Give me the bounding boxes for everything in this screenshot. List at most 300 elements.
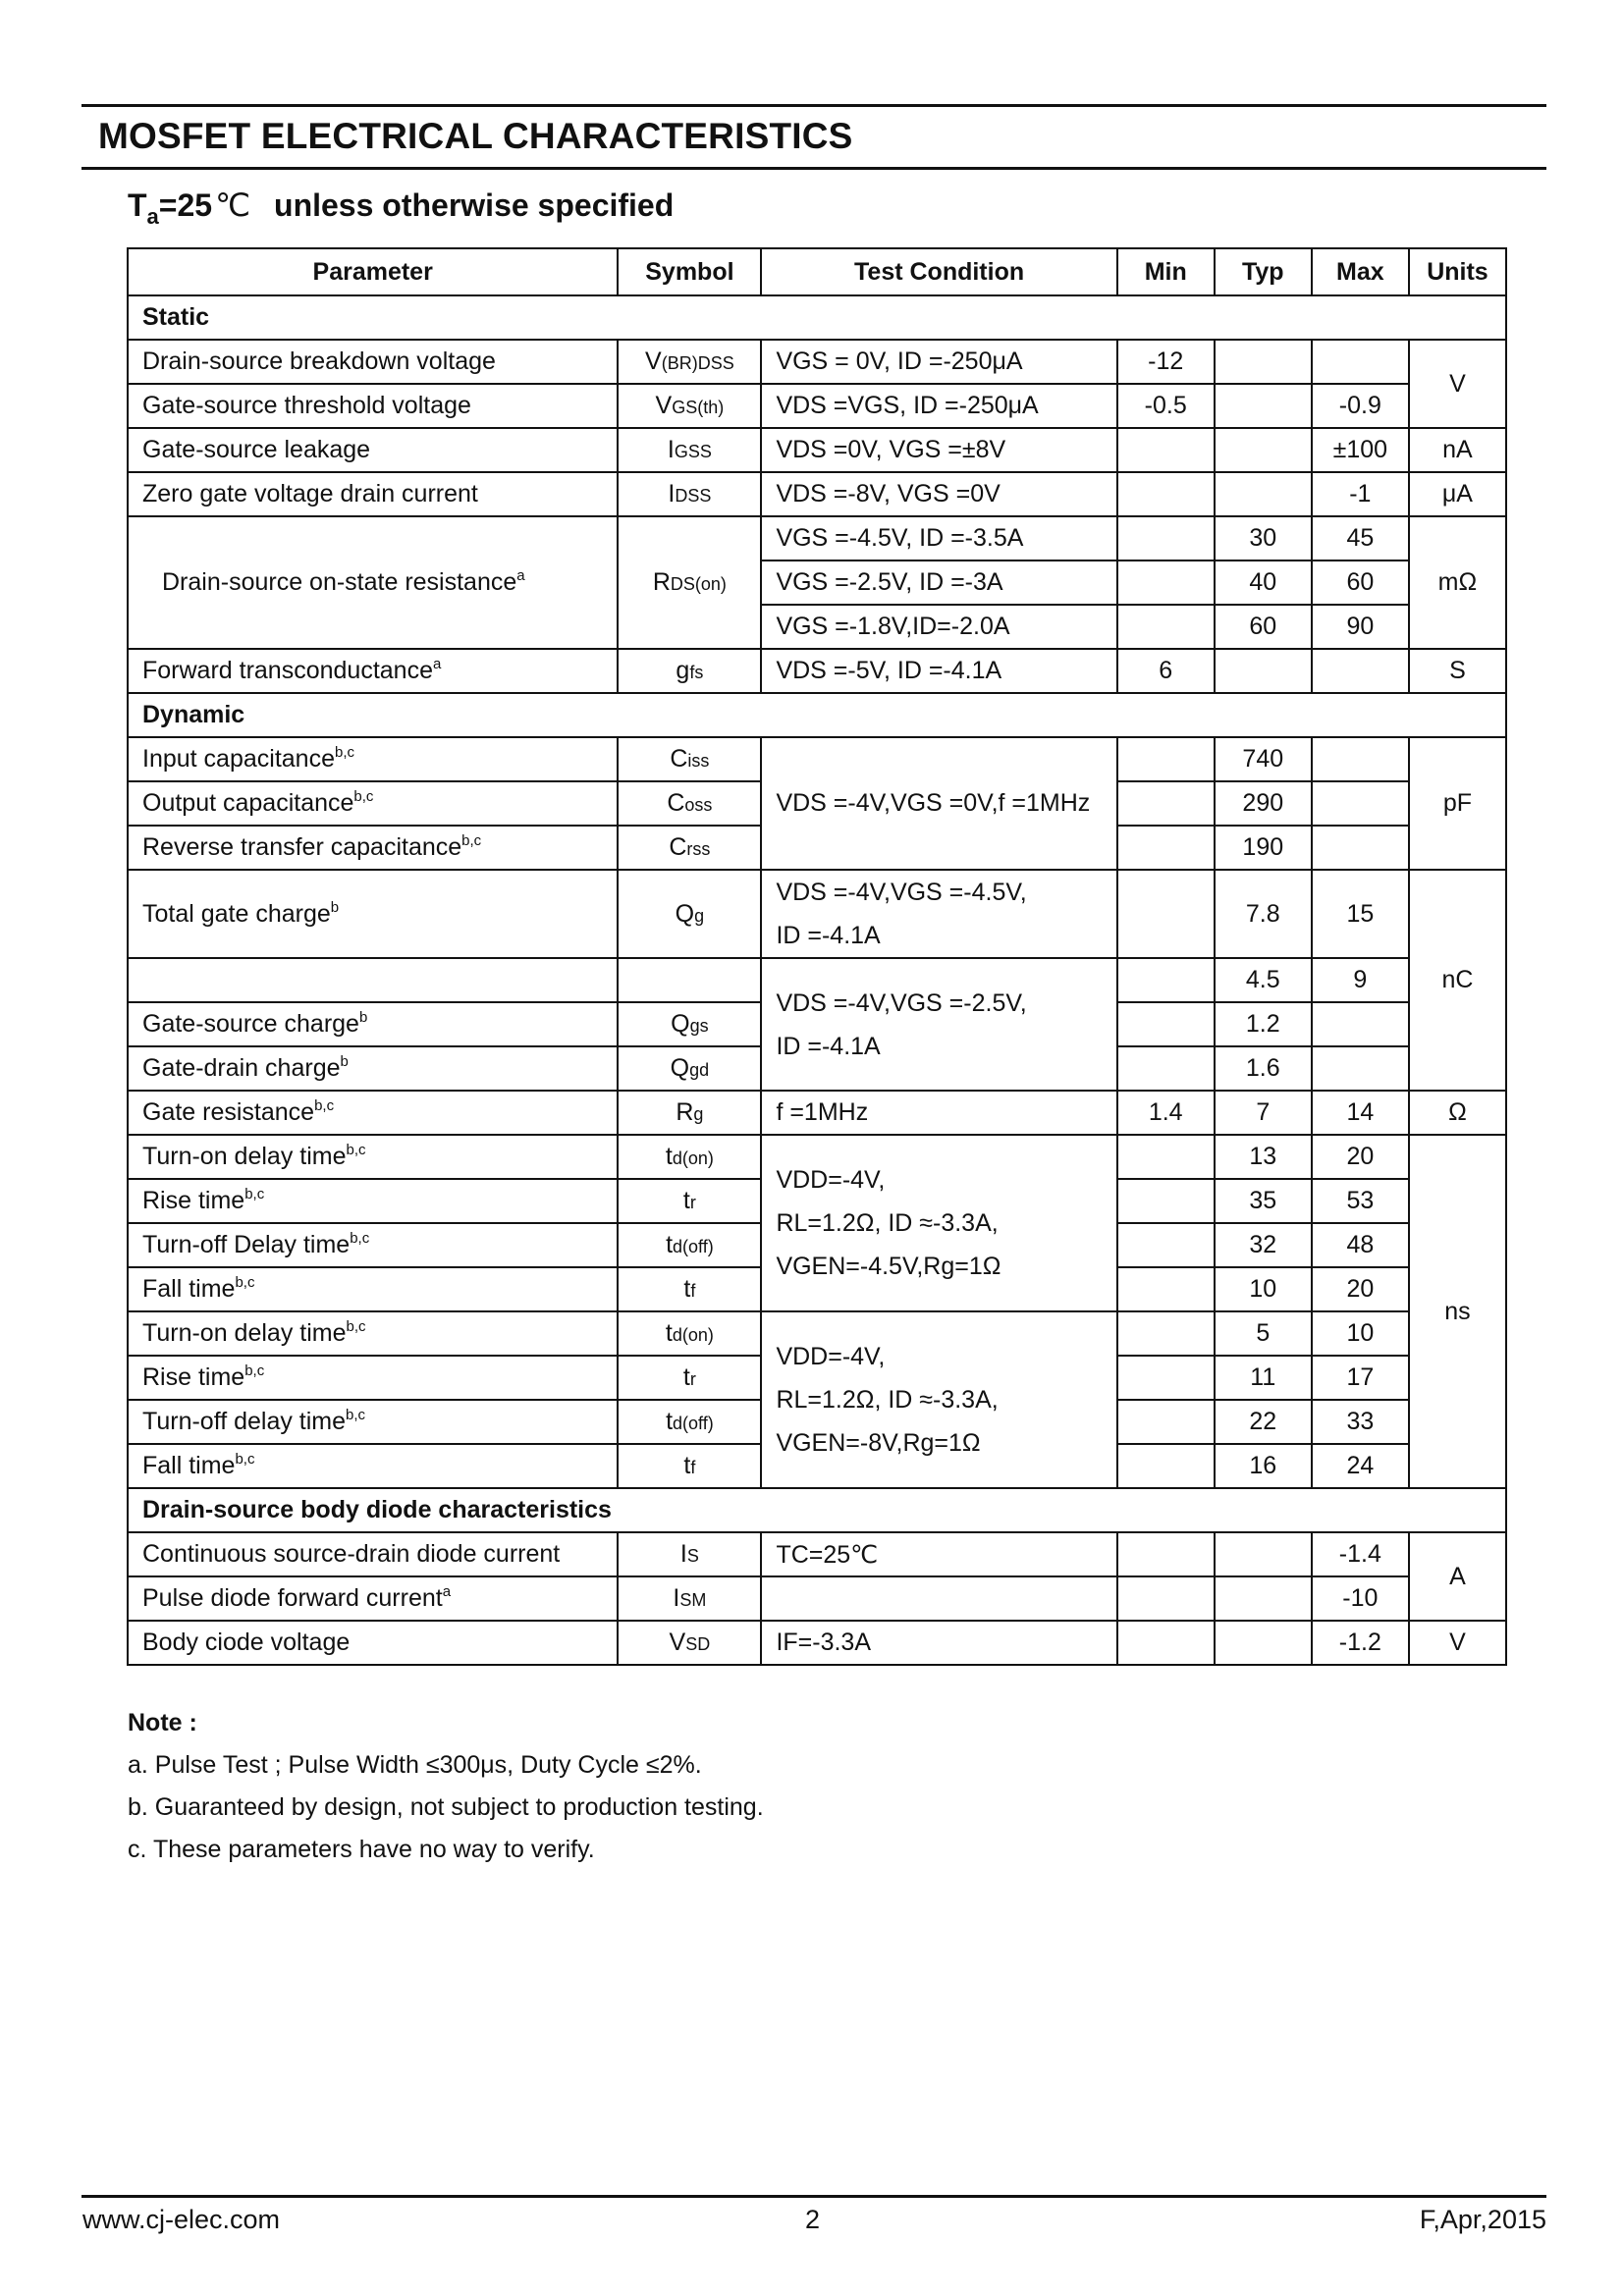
max-cell: 45 <box>1312 516 1409 561</box>
symbol-cell <box>618 1091 761 1135</box>
param-text: Rise time <box>142 1363 245 1391</box>
sym-main: I <box>668 480 676 507</box>
symbol-cell <box>618 1532 761 1576</box>
typ-cell: 11 <box>1215 1356 1312 1400</box>
param-cell <box>128 1356 618 1400</box>
min-cell <box>1117 1576 1215 1621</box>
min-cell <box>1117 1311 1215 1356</box>
unit-cell: V <box>1409 340 1506 428</box>
param-cell: Gate-source leakage <box>128 428 618 472</box>
max-cell: 15 <box>1312 870 1409 958</box>
sym-main: V <box>645 347 662 375</box>
table-row <box>128 472 1506 516</box>
table-row <box>128 1091 1506 1135</box>
condition-cell: VDS =-5V, ID =-4.1A <box>761 649 1116 693</box>
max-cell: 90 <box>1312 605 1409 649</box>
symbol-cell <box>618 1356 761 1400</box>
max-cell: 14 <box>1312 1091 1409 1135</box>
typ-cell: 22 <box>1215 1400 1312 1444</box>
sym-sub: S <box>686 1546 699 1566</box>
sym-main: Q <box>675 899 695 928</box>
cond-line: VGEN=-4.5V,Rg=1Ω <box>776 1253 1001 1280</box>
condition-heading <box>128 187 674 230</box>
unit-cell: Ω <box>1409 1091 1506 1135</box>
param-text: Pulse diode forward current <box>142 1584 443 1612</box>
typ-cell: 1.2 <box>1215 1002 1312 1046</box>
param-cell <box>128 1400 618 1444</box>
typ-cell: 13 <box>1215 1135 1312 1179</box>
param-text: Total gate charge <box>142 899 331 928</box>
typ-cell <box>1215 1621 1312 1665</box>
footer-revision: F,Apr,2015 <box>1419 2205 1546 2234</box>
footnote-ref: b,c <box>244 1186 265 1202</box>
table-row <box>128 340 1506 384</box>
max-cell: 20 <box>1312 1267 1409 1311</box>
max-cell: -1.2 <box>1312 1621 1409 1665</box>
table-row <box>128 649 1506 693</box>
col-header-min: Min <box>1117 248 1215 295</box>
unit-cell: S <box>1409 649 1506 693</box>
typ-cell: 40 <box>1215 561 1312 605</box>
typ-cell <box>1215 428 1312 472</box>
typ-cell <box>1215 1532 1312 1576</box>
note-item: c. These parameters have no way to verify. <box>128 1836 595 1863</box>
cond-t: T <box>128 187 147 223</box>
condition-cell: VGS =-1.8V,ID=-2.0A <box>761 605 1116 649</box>
symbol-cell <box>618 1576 761 1621</box>
max-cell: 24 <box>1312 1444 1409 1488</box>
param-text: Turn-on delay time <box>142 1143 347 1170</box>
footnote-ref: b,c <box>350 1230 370 1247</box>
min-cell <box>1117 870 1215 958</box>
min-cell <box>1117 958 1215 1002</box>
sym-sub: SM <box>679 1590 707 1610</box>
header-row <box>128 248 1506 295</box>
symbol-cell <box>618 1444 761 1488</box>
condition-cell: VDS =VGS, ID =-250μA <box>761 384 1116 428</box>
table-row <box>128 737 1506 781</box>
sym-sub: rss <box>686 839 711 859</box>
min-cell <box>1117 1267 1215 1311</box>
typ-cell: 1.6 <box>1215 1046 1312 1091</box>
footnote-ref: b,c <box>334 744 354 761</box>
condition-cell: IF=-3.3A <box>761 1621 1116 1665</box>
cond-line: RL=1.2Ω, ID ≈-3.3A, <box>776 1386 999 1414</box>
typ-cell: 32 <box>1215 1223 1312 1267</box>
sym-main: I <box>679 1540 687 1568</box>
condition-cell <box>761 1311 1116 1488</box>
param-cell <box>128 516 618 649</box>
typ-cell: 4.5 <box>1215 958 1312 1002</box>
min-cell <box>1117 1002 1215 1046</box>
sym-sub: d(off) <box>673 1414 714 1433</box>
typ-cell: 5 <box>1215 1311 1312 1356</box>
param-cell <box>128 1444 618 1488</box>
symbol-cell <box>618 870 761 958</box>
condition-cell: VGS = 0V, ID =-250μA <box>761 340 1116 384</box>
section-diode: Drain-source body diode characteristics <box>128 1488 1506 1532</box>
param-cell <box>128 781 618 826</box>
cond-line: RL=1.2Ω, ID ≈-3.3A, <box>776 1209 999 1237</box>
param-cell: Drain-source breakdown voltage <box>128 340 618 384</box>
cond-line: ID =-4.1A <box>776 1032 881 1060</box>
min-cell <box>1117 516 1215 561</box>
sym-main: t <box>682 1363 690 1391</box>
table-row <box>128 428 1506 472</box>
sym-sub: iss <box>687 751 710 771</box>
typ-cell: 740 <box>1215 737 1312 781</box>
condition-cell: f =1MHz <box>761 1091 1116 1135</box>
sym-main: g <box>676 657 690 684</box>
min-cell <box>1117 1532 1215 1576</box>
sym-main: V <box>669 1629 686 1656</box>
sym-main: I <box>667 436 675 463</box>
typ-cell: 290 <box>1215 781 1312 826</box>
footnote-ref: b <box>330 898 340 916</box>
param-text: Gate-drain charge <box>142 1054 341 1082</box>
sym-main: R <box>652 568 671 596</box>
symbol-cell <box>618 516 761 649</box>
min-cell: -12 <box>1117 340 1215 384</box>
symbol-cell <box>618 340 761 384</box>
param-text: Turn-on delay time <box>142 1319 347 1347</box>
footnote-ref: b,c <box>314 1097 335 1114</box>
symbol-cell <box>618 1311 761 1356</box>
max-cell: 53 <box>1312 1179 1409 1223</box>
col-header-typ: Typ <box>1215 248 1312 295</box>
param-cell: Zero gate voltage drain current <box>128 472 618 516</box>
notes-heading: Note : <box>128 1709 197 1736</box>
condition-cell: VDS =-4V,VGS =0V,f =1MHz <box>761 737 1116 870</box>
table-row <box>128 516 1506 561</box>
param-text: Output capacitance <box>142 789 354 817</box>
max-cell: -1.4 <box>1312 1532 1409 1576</box>
cond-line: VGEN=-8V,Rg=1Ω <box>776 1429 981 1457</box>
footnote-ref: b,c <box>353 788 374 805</box>
typ-cell: 190 <box>1215 826 1312 870</box>
unit-cell: V <box>1409 1621 1506 1665</box>
footnote-ref: b,c <box>346 1142 366 1158</box>
symbol-cell <box>618 1400 761 1444</box>
characteristics-table <box>127 247 1507 1666</box>
param-cell <box>128 1091 618 1135</box>
param-cell <box>128 1267 618 1311</box>
min-cell <box>1117 826 1215 870</box>
min-cell <box>1117 781 1215 826</box>
param-cell <box>128 1179 618 1223</box>
sym-sub: g <box>693 1104 704 1124</box>
max-cell <box>1312 1002 1409 1046</box>
sym-sub: gd <box>689 1060 710 1080</box>
col-header-test-condition: Test Condition <box>761 248 1116 295</box>
max-cell: -1 <box>1312 472 1409 516</box>
param-text: Fall time <box>142 1452 236 1479</box>
footnote-ref: b,c <box>346 1318 366 1335</box>
max-cell <box>1312 340 1409 384</box>
param-text: Forward transconductance <box>142 657 433 684</box>
param-cell <box>128 1135 618 1179</box>
max-cell: -10 <box>1312 1576 1409 1621</box>
symbol-cell <box>618 737 761 781</box>
table-row <box>128 384 1506 428</box>
unit-cell: A <box>1409 1532 1506 1621</box>
min-cell <box>1117 428 1215 472</box>
symbol-cell <box>618 649 761 693</box>
table-row <box>128 1621 1506 1665</box>
min-cell <box>1117 561 1215 605</box>
col-header-symbol: Symbol <box>618 248 761 295</box>
sym-main: t <box>683 1275 691 1303</box>
min-cell <box>1117 472 1215 516</box>
cond-line: VDD=-4V, <box>776 1166 886 1194</box>
sym-main: t <box>665 1143 673 1170</box>
param-cell <box>128 737 618 781</box>
param-text: Reverse transfer capacitance <box>142 833 462 861</box>
param-text: Gate-source charge <box>142 1010 359 1038</box>
section-dynamic: Dynamic <box>128 693 1506 737</box>
unit-cell: pF <box>1409 737 1506 870</box>
min-cell <box>1117 1135 1215 1179</box>
sym-main: t <box>682 1187 690 1214</box>
param-cell <box>128 1002 618 1046</box>
cond-line: VDS =-4V,VGS =-2.5V, <box>776 988 1027 1017</box>
typ-cell: 60 <box>1215 605 1312 649</box>
param-text: Drain-source on-state resistance <box>162 568 517 596</box>
min-cell: 1.4 <box>1117 1091 1215 1135</box>
min-cell <box>1117 1223 1215 1267</box>
sym-sub: GSS <box>674 442 712 461</box>
section-row-static <box>128 295 1506 340</box>
sym-sub: gs <box>689 1016 709 1036</box>
max-cell: 48 <box>1312 1223 1409 1267</box>
sym-sub: oss <box>684 795 713 815</box>
condition-cell <box>761 958 1116 1091</box>
unit-cell: nC <box>1409 870 1506 1091</box>
typ-cell: 30 <box>1215 516 1312 561</box>
col-header-max: Max <box>1312 248 1409 295</box>
cond-deg: ℃ <box>215 187 251 223</box>
typ-cell: 10 <box>1215 1267 1312 1311</box>
param-cell <box>128 1576 618 1621</box>
typ-cell <box>1215 1576 1312 1621</box>
sym-sub: GS(th) <box>672 398 725 417</box>
cond-line: VDS =-4V,VGS =-4.5V, <box>776 879 1027 906</box>
sym-sub: r <box>689 1193 696 1212</box>
param-text: Fall time <box>142 1275 236 1303</box>
param-cell <box>128 1311 618 1356</box>
sym-sub: d(on) <box>672 1325 714 1345</box>
min-cell <box>1117 737 1215 781</box>
min-cell <box>1117 1621 1215 1665</box>
min-cell: 6 <box>1117 649 1215 693</box>
sym-main: t <box>665 1319 673 1347</box>
unit-cell: nA <box>1409 428 1506 472</box>
param-cell <box>128 1223 618 1267</box>
table-row <box>128 1135 1506 1179</box>
sym-sub: d(on) <box>672 1148 714 1168</box>
max-cell: 10 <box>1312 1311 1409 1356</box>
param-cell: Gate-source threshold voltage <box>128 384 618 428</box>
symbol-cell <box>618 428 761 472</box>
symbol-cell <box>618 1179 761 1223</box>
min-cell <box>1117 1444 1215 1488</box>
min-cell <box>1117 1356 1215 1400</box>
section-static: Static <box>128 295 1506 340</box>
symbol-cell <box>618 384 761 428</box>
max-cell: 20 <box>1312 1135 1409 1179</box>
sym-main: C <box>667 789 685 817</box>
footnote-ref: a <box>442 1583 452 1600</box>
max-cell <box>1312 649 1409 693</box>
sym-sub: DS(on) <box>670 574 727 594</box>
min-cell <box>1117 1400 1215 1444</box>
table-row <box>128 958 1506 1002</box>
typ-cell: 7.8 <box>1215 870 1312 958</box>
typ-cell <box>1215 472 1312 516</box>
footnote-ref: b <box>358 1009 368 1026</box>
max-cell: 9 <box>1312 958 1409 1002</box>
max-cell: -0.9 <box>1312 384 1409 428</box>
param-text: Turn-off delay time <box>142 1408 347 1435</box>
condition-cell <box>761 1135 1116 1311</box>
typ-cell: 35 <box>1215 1179 1312 1223</box>
sym-main: R <box>676 1098 694 1126</box>
sym-main: C <box>670 745 688 773</box>
col-header-units: Units <box>1409 248 1506 295</box>
param-cell: Body ciode voltage <box>128 1621 618 1665</box>
param-cell <box>128 649 618 693</box>
footnote-ref: b,c <box>235 1451 255 1468</box>
footnote-ref: b,c <box>244 1362 265 1379</box>
min-cell <box>1117 605 1215 649</box>
footer-page-number: 2 <box>805 2205 821 2234</box>
param-cell <box>128 826 618 870</box>
section-row-diode <box>128 1488 1506 1532</box>
sym-sub: f <box>690 1458 696 1477</box>
sym-main: t <box>666 1408 674 1435</box>
section-row-dynamic <box>128 693 1506 737</box>
param-text: Turn-off Delay time <box>142 1231 351 1258</box>
max-cell: 60 <box>1312 561 1409 605</box>
symbol-cell <box>618 1002 761 1046</box>
sym-sub: SD <box>685 1634 711 1654</box>
param-text: Rise time <box>142 1187 245 1214</box>
sym-sub: d(off) <box>673 1237 714 1256</box>
typ-cell: 16 <box>1215 1444 1312 1488</box>
table-row <box>128 870 1506 958</box>
sym-main: Q <box>670 1054 690 1082</box>
col-header-parameter: Parameter <box>128 248 618 295</box>
cond-rest: unless otherwise specified <box>274 187 675 223</box>
sym-sub: fs <box>689 663 704 682</box>
footer-rule <box>81 2195 1546 2198</box>
unit-cell: ns <box>1409 1135 1506 1488</box>
page-title: MOSFET ELECTRICAL CHARACTERISTICS <box>98 116 853 156</box>
param-cell: Continuous source-drain diode current <box>128 1532 618 1576</box>
max-cell <box>1312 781 1409 826</box>
max-cell <box>1312 1046 1409 1091</box>
cond-line: ID =-4.1A <box>776 922 881 949</box>
max-cell: ±100 <box>1312 428 1409 472</box>
sym-sub: g <box>694 905 705 926</box>
condition-cell: VDS =0V, VGS =±8V <box>761 428 1116 472</box>
table-row <box>128 1576 1506 1621</box>
note-item: a. Pulse Test ; Pulse Width ≤300μs, Duty Cycle ≤2%. <box>128 1751 702 1779</box>
condition-cell <box>761 870 1116 958</box>
title-rule <box>81 167 1546 170</box>
footnote-ref: a <box>516 567 525 584</box>
typ-cell: 7 <box>1215 1091 1312 1135</box>
sym-sub: f <box>690 1281 696 1301</box>
condition-cell: VGS =-2.5V, ID =-3A <box>761 561 1116 605</box>
footer-url[interactable]: www.cj-elec.com <box>82 2205 281 2234</box>
typ-cell <box>1215 340 1312 384</box>
footnote-ref: a <box>432 656 442 672</box>
symbol-cell <box>618 1135 761 1179</box>
min-cell: -0.5 <box>1117 384 1215 428</box>
footnote-ref: b,c <box>346 1407 366 1423</box>
sym-main: t <box>683 1452 691 1479</box>
sym-main: Q <box>671 1010 690 1038</box>
table-row <box>128 1532 1506 1576</box>
typ-cell <box>1215 384 1312 428</box>
sym-sub: r <box>689 1369 696 1389</box>
max-cell: 33 <box>1312 1400 1409 1444</box>
max-cell: 17 <box>1312 1356 1409 1400</box>
min-cell <box>1117 1046 1215 1091</box>
symbol-cell <box>618 781 761 826</box>
footnote-ref: b,c <box>461 832 482 849</box>
symbol-cell <box>618 826 761 870</box>
max-cell <box>1312 737 1409 781</box>
condition-cell: TC=25℃ <box>761 1532 1116 1576</box>
note-item: b. Guaranteed by design, not subject to production testing. <box>128 1793 764 1821</box>
max-cell <box>1312 826 1409 870</box>
sym-main: I <box>673 1584 680 1612</box>
param-cell <box>128 958 618 1002</box>
param-text: Input capacitance <box>142 745 335 773</box>
typ-cell <box>1215 649 1312 693</box>
symbol-cell <box>618 1621 761 1665</box>
footnote-ref: b,c <box>235 1274 255 1291</box>
top-rule <box>81 104 1546 107</box>
condition-cell: VDS =-8V, VGS =0V <box>761 472 1116 516</box>
unit-cell: μA <box>1409 472 1506 516</box>
sym-main: C <box>669 833 687 861</box>
unit-cell: mΩ <box>1409 516 1506 649</box>
sym-sub: DSS <box>675 486 712 506</box>
param-text: Gate resistance <box>142 1098 315 1126</box>
param-cell <box>128 1046 618 1091</box>
min-cell <box>1117 1179 1215 1223</box>
table-row <box>128 1311 1506 1356</box>
condition-cell <box>761 1576 1116 1621</box>
param-cell <box>128 870 618 958</box>
symbol-cell <box>618 472 761 516</box>
cond-eq: =25 <box>158 187 213 223</box>
footnote-ref: b <box>340 1053 349 1070</box>
symbol-cell <box>618 958 761 1002</box>
sym-main: V <box>655 392 673 419</box>
symbol-cell <box>618 1223 761 1267</box>
condition-cell: VGS =-4.5V, ID =-3.5A <box>761 516 1116 561</box>
symbol-cell <box>618 1046 761 1091</box>
symbol-cell <box>618 1267 761 1311</box>
cond-line: VDD=-4V, <box>776 1343 886 1370</box>
sym-main: t <box>666 1231 674 1258</box>
sym-sub: (BR)DSS <box>661 353 734 373</box>
cond-sub: a <box>146 204 159 229</box>
